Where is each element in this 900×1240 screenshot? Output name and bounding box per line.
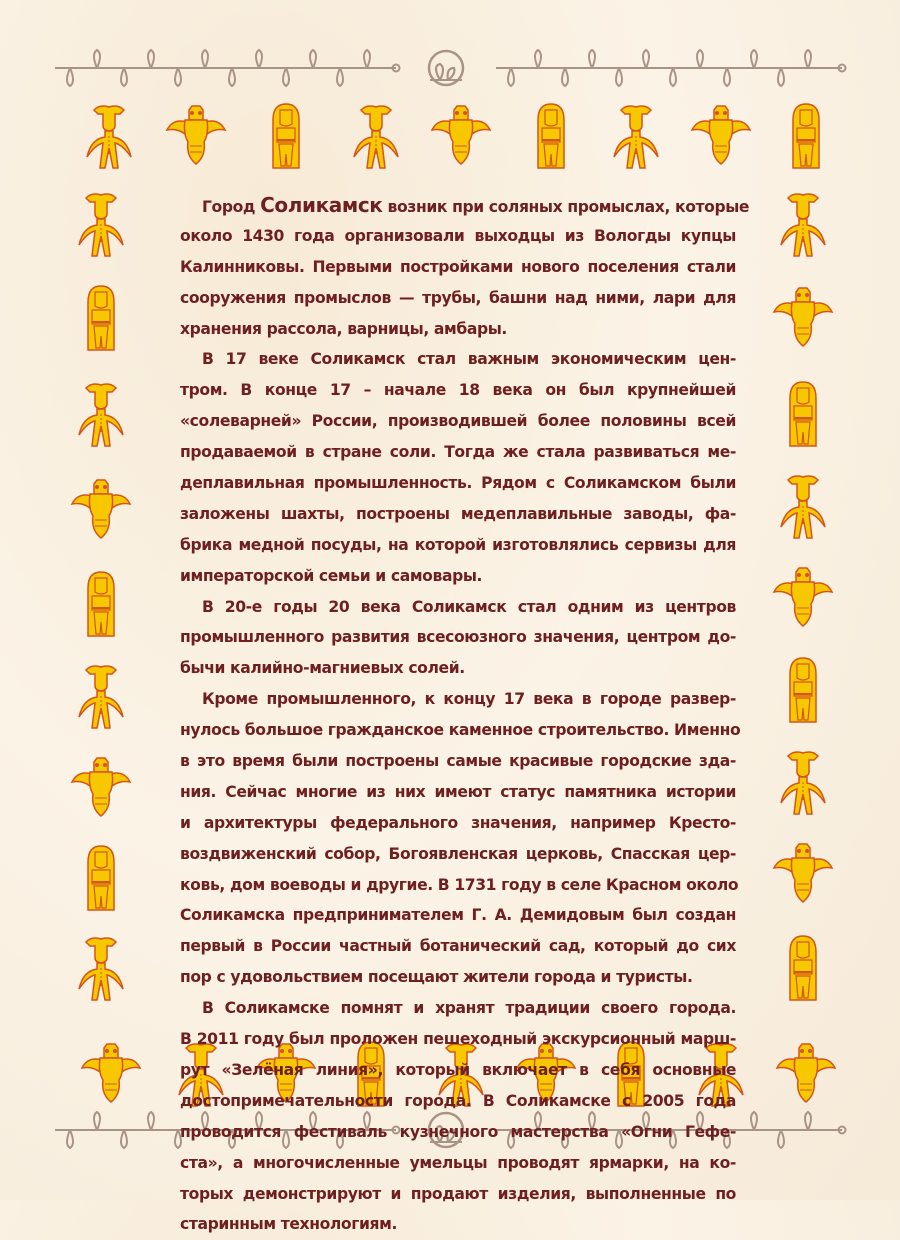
- text-line: ста», а многочисленные умельцы проводят ярмарки, на ко-: [180, 1153, 736, 1172]
- text-line: Калинниковы. Первыми постройками нового поселения стали: [180, 257, 736, 276]
- woman-figure-icon: [772, 932, 834, 1004]
- text-line: брика медной посуды, на которой изготовлялись сервизы для: [180, 535, 736, 554]
- text-line: тром. В конце 17 – начале 18 века он был крупнейшей: [180, 381, 736, 400]
- text-line: торых демонстрируют и продают изделия, выполненные по: [180, 1184, 736, 1203]
- woman-figure-icon: [255, 100, 317, 172]
- owl-figure-icon: [690, 100, 752, 172]
- owl-figure-icon: [775, 1038, 837, 1110]
- text-line: «солеварней» России, производившей более половины всей: [180, 412, 736, 431]
- text-line: промышленного развития всесоюзного значения, центром до-: [180, 628, 736, 647]
- paragraph: [180, 190, 750, 344]
- man-figure-icon: [772, 746, 834, 818]
- text-line: воздвиженский собор, Богоявленская церковь, Спасская цер-: [180, 844, 736, 863]
- owl-figure-icon: [70, 752, 132, 824]
- woman-figure-icon: [772, 654, 834, 726]
- woman-figure-icon: [70, 282, 132, 354]
- woman-figure-icon: [520, 100, 582, 172]
- text-line: императорской семьи и самовары.: [180, 566, 483, 585]
- text-line: Соликамска предпринимателем Г. А. Демидовым был создан: [180, 906, 736, 925]
- paragraph: [180, 684, 741, 993]
- top-vine-ornament: [0, 40, 900, 100]
- woman-figure-icon: [70, 842, 132, 914]
- man-figure-icon: [70, 932, 132, 1004]
- paragraph: [180, 344, 736, 591]
- man-figure-icon: [70, 188, 132, 260]
- owl-figure-icon: [80, 1038, 142, 1110]
- text-line: первый в России частный ботанический сад, который до сих: [180, 937, 736, 956]
- man-figure-icon: [345, 100, 407, 172]
- text-line: продаваемой в стране соли. Тогда же стала развиваться ме-: [180, 443, 736, 462]
- owl-figure-icon: [772, 838, 834, 910]
- paragraph: [180, 993, 736, 1240]
- text-line: В 2011 году был проложен пешеходный экскурсионный марш-: [180, 1030, 736, 1049]
- text-line: около 1430 года организовали выходцы из Вологды купцы: [180, 226, 736, 245]
- owl-figure-icon: [772, 282, 834, 354]
- woman-figure-icon: [772, 378, 834, 450]
- text-line: рут «Зелёная линия», который включает в себя основные: [180, 1060, 736, 1079]
- man-figure-icon: [70, 378, 132, 450]
- woman-figure-icon: [775, 100, 837, 172]
- text-line: В Соликамске помнят и хранят традиции своего города.: [202, 999, 736, 1018]
- text-line: ковь, дом воеводы и другие. В 1731 году в селе Красном около: [180, 875, 739, 894]
- man-figure-icon: [70, 660, 132, 732]
- text-line: пор с удовольствием посещают жители города и туристы.: [180, 968, 693, 987]
- man-figure-icon: [78, 100, 140, 172]
- text-line: бычи калийно-магниевых солей.: [180, 659, 465, 678]
- text-line: заложены шахты, построены медеплавильные заводы, фа-: [180, 504, 736, 523]
- man-figure-icon: [772, 188, 834, 260]
- owl-figure-icon: [772, 562, 834, 634]
- text-line: ния. Сейчас многие из них имеют статус памятника истории: [180, 782, 736, 801]
- text-line: хранения рассола, варницы, амбары.: [180, 319, 507, 338]
- line-text: возник при соляных промыслах, которые: [387, 198, 750, 216]
- text-line: Кроме промышленного, к концу 17 века в городе развер-: [202, 690, 736, 709]
- text-line: проводится фестиваль кузнечного мастерства «Огни Гефе-: [180, 1122, 736, 1141]
- text-line: В 17 веке Соликамск стал важным экономическим цен-: [202, 350, 736, 369]
- text-line: нулось большое гражданское каменное строительство. Именно: [180, 721, 741, 740]
- text-line: и архитектуры федерального значения, например Кресто-: [180, 813, 736, 832]
- woman-figure-icon: [70, 568, 132, 640]
- owl-figure-icon: [70, 474, 132, 546]
- owl-figure-icon: [430, 100, 492, 172]
- man-figure-icon: [772, 470, 834, 542]
- text-line: В 20-е годы 20 века Соликамск стал одним из центров: [202, 597, 736, 616]
- article-text: [180, 190, 750, 1240]
- city-name: Соликамск: [260, 193, 383, 217]
- text-line: [180, 190, 750, 221]
- intro-word: Город: [202, 198, 256, 216]
- text-line: достопримечательности города. В Соликамске с 2005 года: [180, 1091, 736, 1110]
- text-line: сооружения промыслов — трубы, башни над ними, лари для: [180, 288, 736, 307]
- man-figure-icon: [605, 100, 667, 172]
- paragraph: [180, 592, 736, 685]
- text-line: в это время были построены самые красивые городские зда-: [180, 752, 736, 771]
- text-line: старинным технологиям.: [180, 1215, 397, 1234]
- owl-figure-icon: [165, 100, 227, 172]
- text-line: деплавильная промышленность. Рядом с Соликамском были: [180, 474, 736, 493]
